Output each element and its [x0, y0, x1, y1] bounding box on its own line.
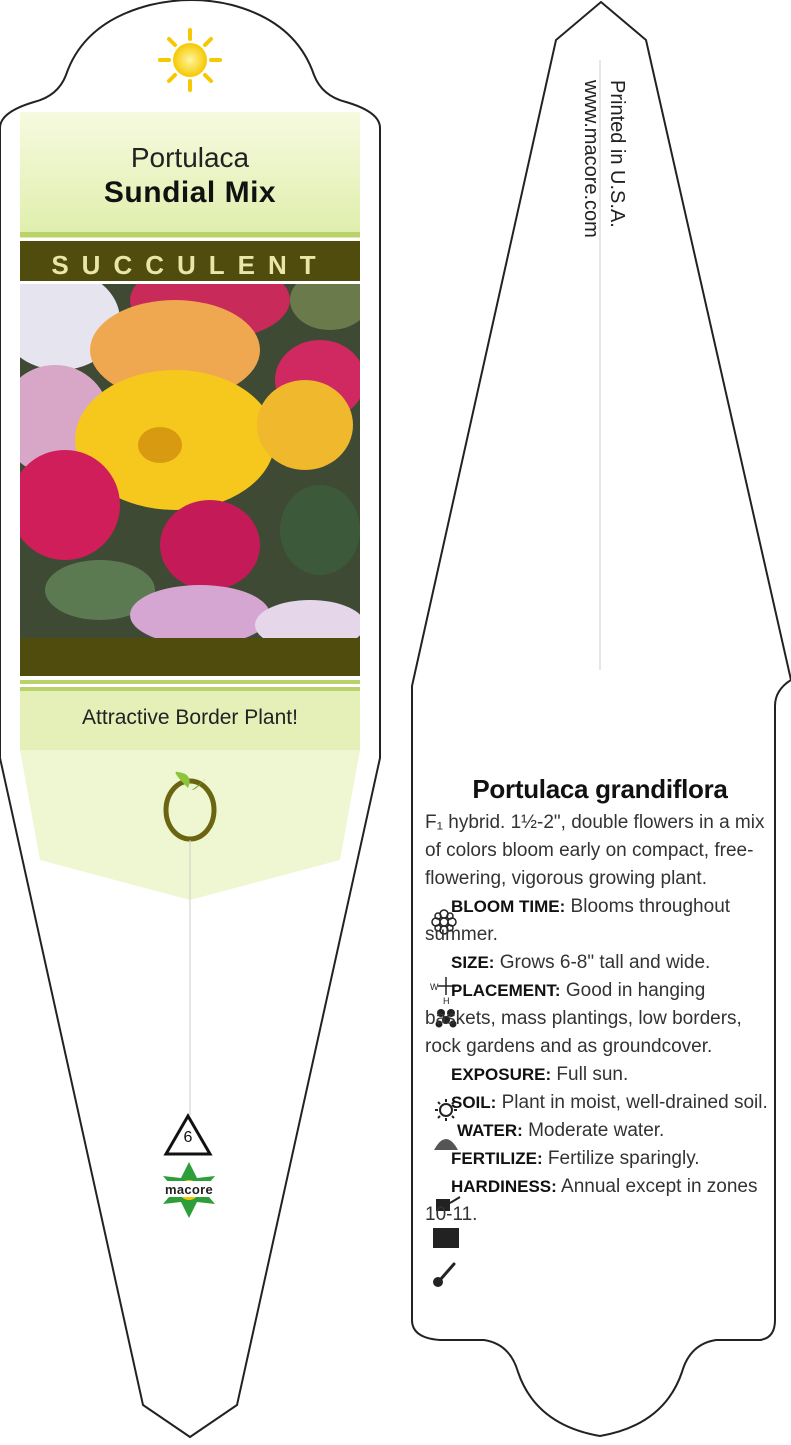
soil-row — [425, 1089, 775, 1117]
size-label: SIZE: — [451, 953, 495, 972]
exposure-label: EXPOSURE: — [451, 1065, 552, 1084]
npk-icon — [433, 1228, 459, 1248]
placement-value: Good in hanging baskets, mass plantings, low borders, rock gardens and as groundcover. — [425, 980, 742, 1057]
hardiness-value: Annual except in zones 10-11. — [425, 1176, 758, 1225]
hardiness-label: HARDINESS: — [451, 1177, 557, 1196]
placement-row — [425, 977, 775, 1061]
npk-icon-label: NPK — [424, 1152, 444, 1162]
water-row — [425, 1117, 775, 1145]
hardiness-row — [425, 1173, 775, 1229]
category-band-label: SUCCULENT — [51, 250, 329, 280]
soil-label: SOIL: — [451, 1093, 497, 1112]
soil-value: Plant in moist, well-drained soil. — [501, 1092, 768, 1113]
bloom-time-row — [425, 893, 775, 949]
bloom-time-value: Blooms throughout summer. — [425, 896, 731, 945]
tagline: Attractive Border Plant! — [82, 706, 298, 729]
printed-in-label: Printed in U.S.A. — [606, 80, 628, 228]
brand-name: macore — [164, 1182, 214, 1197]
water-label: WATER: — [457, 1121, 523, 1140]
exposure-value: Full sun. — [556, 1064, 629, 1085]
fertilize-row — [425, 1145, 775, 1173]
recycle-number: 6 — [183, 1129, 193, 1146]
placement-label: PLACEMENT: — [451, 981, 561, 1000]
svg-text:W: W — [430, 982, 439, 992]
water-value: Moderate water. — [528, 1120, 665, 1141]
size-row — [425, 949, 775, 977]
website-url: www.macore.com — [580, 80, 602, 238]
botanical-name: Portulaca grandiflora — [472, 774, 728, 804]
bloom-time-label: BLOOM TIME: — [451, 897, 566, 916]
fertilize-label: FERTILIZE: — [451, 1149, 543, 1168]
flower-photo — [0, 260, 370, 650]
printed-info — [560, 80, 640, 320]
size-value: Grows 6-8" tall and wide. — [499, 952, 711, 973]
sun-icon — [160, 30, 220, 90]
exposure-row — [425, 1061, 775, 1089]
svg-text:H: H — [443, 996, 450, 1006]
common-name: Portulaca — [130, 142, 250, 173]
fertilize-value: Fertilize sparingly. — [547, 1148, 700, 1169]
care-info — [425, 775, 775, 1229]
description: F₁ hybrid. 1½-2", double flowers in a mix of colors bloom early on compact, free-flowering, vigorous growing plant. — [425, 812, 765, 889]
variety-name: Sundial Mix — [103, 176, 277, 209]
